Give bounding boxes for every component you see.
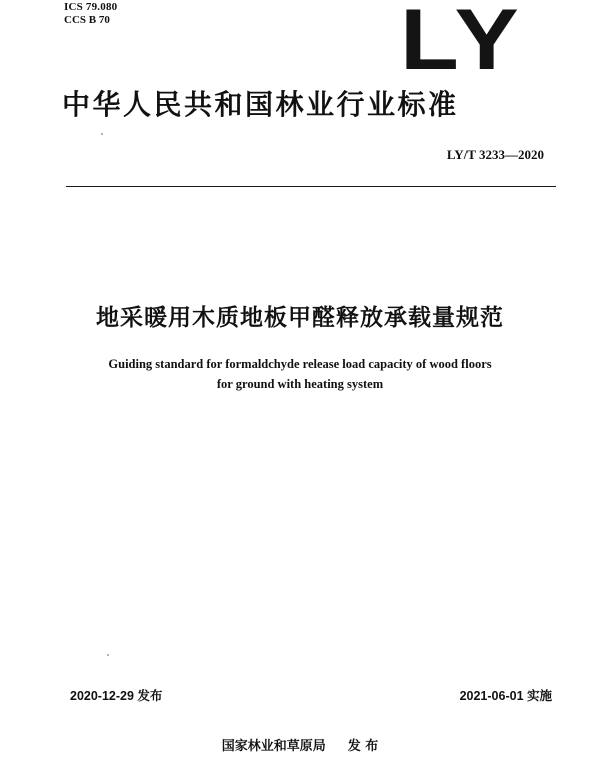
scan-speck — [107, 654, 109, 656]
standard-organization-title: 中华人民共和国林业行业标准 — [62, 88, 459, 121]
implementation-date: 2021-06-01 实施 — [459, 689, 552, 703]
issue-date: 2020-12-29 发布 — [70, 689, 163, 703]
publisher-line — [0, 738, 600, 756]
english-title-line-1: Guiding standard for formaldchyde release load capacity of wood floors — [108, 357, 492, 371]
header-divider — [66, 186, 556, 187]
document-title-chinese: 地采暖用木质地板甲醛释放承载量规范 — [96, 305, 504, 331]
english-title-line-2: for ground with heating system — [216, 377, 384, 391]
scan-speck — [101, 133, 103, 135]
ly-logo: LY — [400, 0, 524, 88]
document-title-english — [0, 354, 600, 394]
publisher-name: 国家林业和草原局 — [221, 739, 326, 754]
ics-code: ICS 79.080 — [64, 1, 118, 13]
ccs-code: CCS B 70 — [64, 14, 110, 26]
standard-number: LY/T 3233—2020 — [446, 147, 544, 162]
publish-action: 发 布 — [347, 739, 379, 754]
